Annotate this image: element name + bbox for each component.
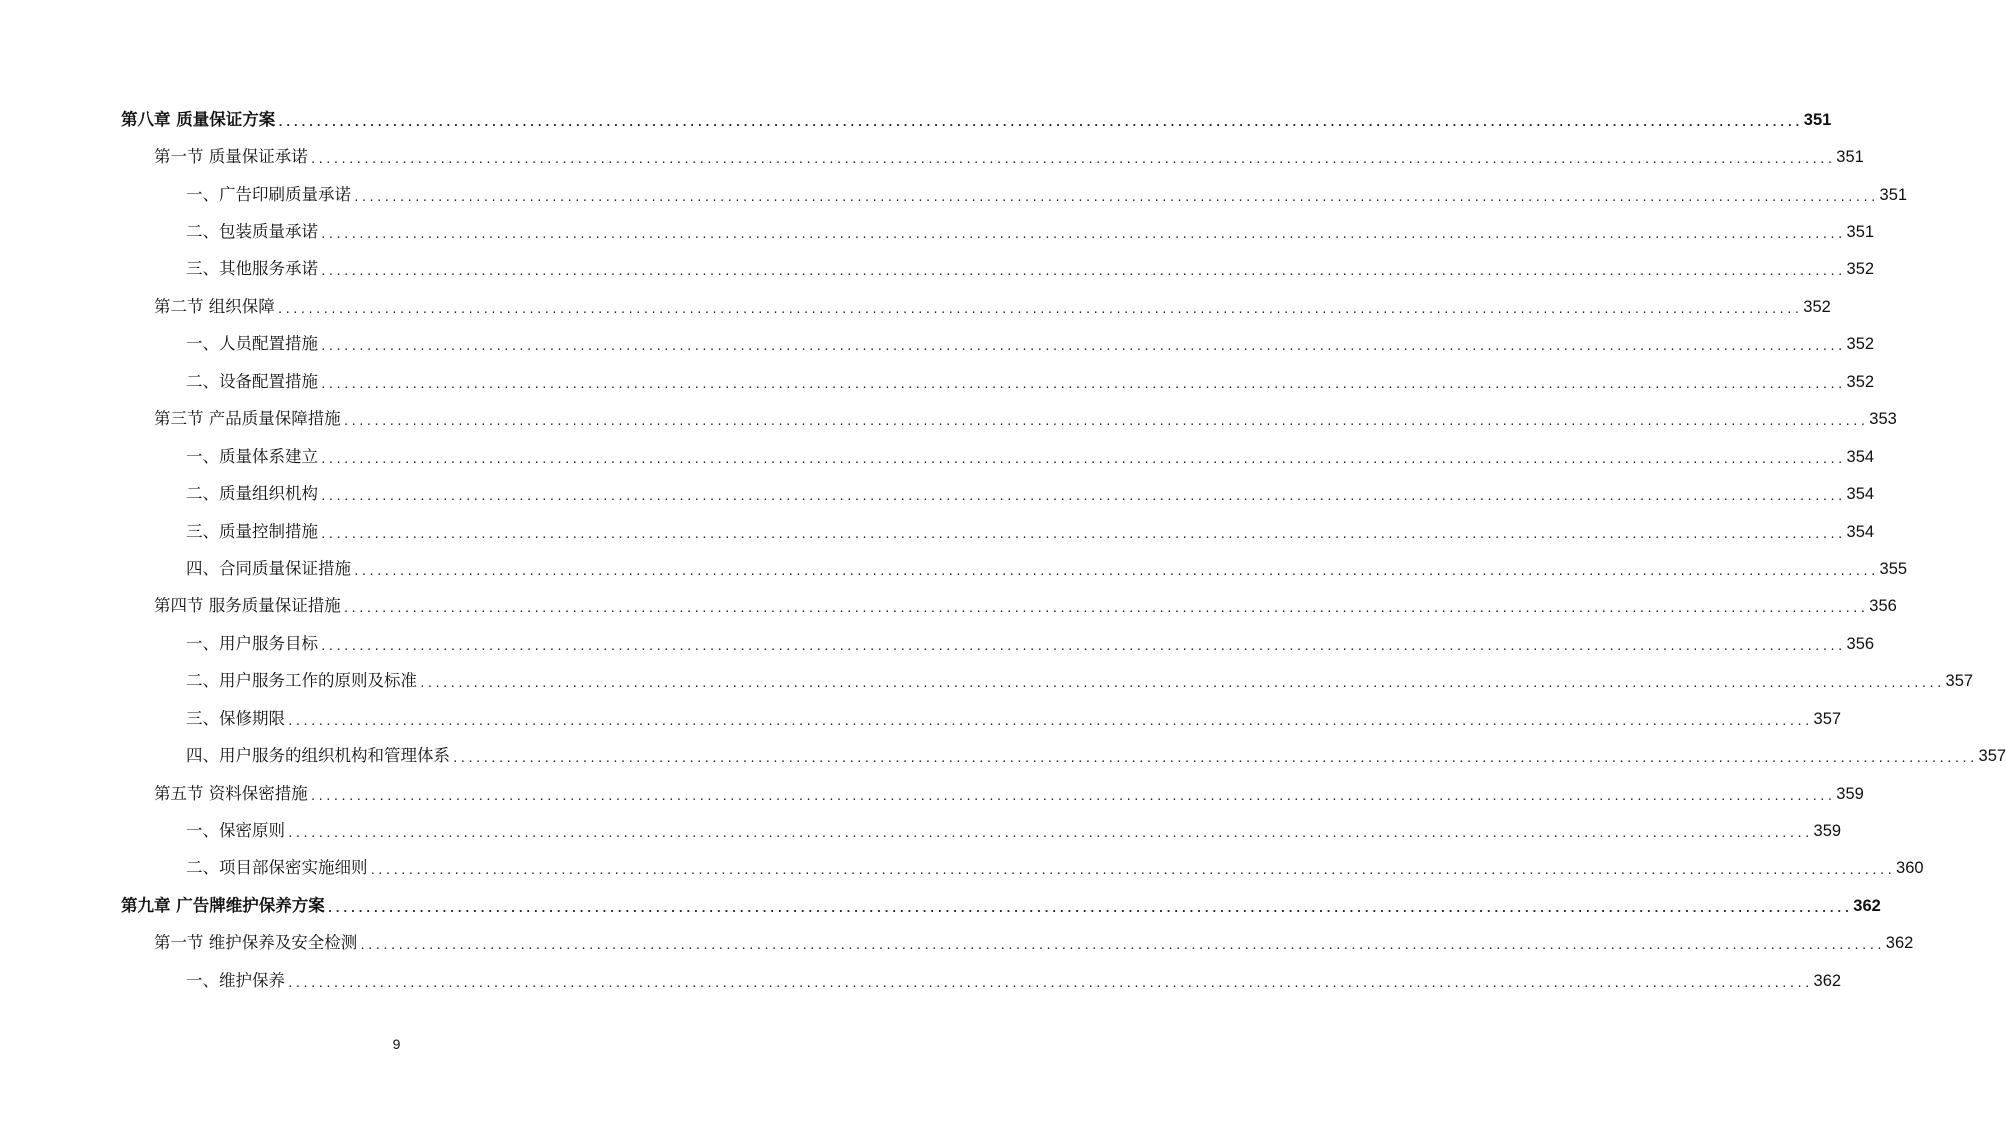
toc-subsection-entry[interactable] <box>0 213 1875 250</box>
toc-section-entry[interactable] <box>0 775 1864 812</box>
toc-subsection-entry[interactable] <box>0 513 1875 550</box>
toc-subsection-entry[interactable] <box>0 700 1842 737</box>
toc-chapter-entry[interactable] <box>0 101 1832 138</box>
toc-entry-page: 362 <box>1853 896 1881 915</box>
toc-dot-leader: ........................................................................................................................................................................................................ <box>452 752 1977 766</box>
toc-dot-leader: ........................................................................................................................................................................................................ <box>320 527 1845 541</box>
toc-section-entry[interactable] <box>0 401 1897 438</box>
toc-dot-leader: ........................................................................................................................................................................................................ <box>359 939 1884 953</box>
toc-entry-title: 第二节 组织保障 <box>154 296 275 316</box>
toc-entry-page: 357 <box>1978 747 2006 766</box>
toc-entry-page: 356 <box>1846 634 1875 653</box>
toc-subsection-entry[interactable] <box>0 737 2006 774</box>
toc-dot-leader: ........................................................................................................................................................................................................ <box>320 377 1845 391</box>
toc-section-entry[interactable] <box>0 138 1864 175</box>
toc-entry-page: 351 <box>1846 223 1875 242</box>
toc-subsection-entry[interactable] <box>0 438 1875 475</box>
toc-entry-page: 351 <box>1879 185 1908 204</box>
toc-subsection-entry[interactable] <box>0 475 1875 512</box>
toc-subsection-entry[interactable] <box>0 625 1875 662</box>
toc-entry-title: 第一节 质量保证承诺 <box>154 147 308 167</box>
toc-entry-page: 355 <box>1879 559 1908 578</box>
toc-dot-leader: ........................................................................................................................................................................................................ <box>369 864 1895 878</box>
toc-entry-page: 354 <box>1846 522 1875 541</box>
toc-entry-title: 第八章 质量保证方案 <box>121 109 276 129</box>
page-number: 9 <box>392 1036 401 1052</box>
toc-entry-page: 351 <box>1836 148 1864 167</box>
toc-entry-title: 第九章 广告牌维护保养方案 <box>121 895 325 915</box>
toc-dot-leader: ........................................................................................................................................................................................................ <box>320 228 1845 242</box>
toc-subsection-entry[interactable] <box>0 326 1875 363</box>
toc-entry-page: 352 <box>1846 335 1875 354</box>
toc-entry-title: 第一节 维护保养及安全检测 <box>154 933 358 953</box>
toc-subsection-entry[interactable] <box>0 850 1924 887</box>
toc-entry-title: 一、广告印刷质量承诺 <box>186 184 351 204</box>
toc-dot-leader: ........................................................................................................................................................................................................ <box>320 452 1845 466</box>
toc-entry-page: 351 <box>1803 110 1832 129</box>
toc-entry-page: 357 <box>1813 709 1842 728</box>
toc-entry-title: 二、设备配置措施 <box>186 371 318 391</box>
toc-dot-leader: ........................................................................................................................................................................................................ <box>309 789 1835 803</box>
toc-entry-title: 三、保修期限 <box>186 708 285 728</box>
toc-entry-page: 362 <box>1813 971 1842 990</box>
toc-dot-leader: ........................................................................................................................................................................................................ <box>320 639 1845 653</box>
toc-entry-title: 二、质量组织机构 <box>186 484 318 504</box>
toc-dot-leader: ........................................................................................................................................................................................................ <box>287 827 1812 841</box>
toc-entry-page: 359 <box>1836 784 1864 803</box>
table-of-contents <box>0 101 2006 1000</box>
toc-subsection-entry[interactable] <box>0 663 1974 700</box>
toc-entry-page: 357 <box>1945 672 1974 691</box>
toc-entry-title: 一、维护保养 <box>186 970 285 990</box>
toc-entry-title: 一、人员配置措施 <box>186 334 318 354</box>
toc-section-entry[interactable] <box>0 925 1914 962</box>
toc-subsection-entry[interactable] <box>0 812 1842 849</box>
toc-subsection-entry[interactable] <box>0 550 1908 587</box>
toc-dot-leader: ........................................................................................................................................................................................................ <box>342 415 1868 429</box>
toc-entry-title: 第三节 产品质量保障措施 <box>154 409 341 429</box>
toc-dot-leader: ........................................................................................................................................................................................................ <box>320 490 1845 504</box>
toc-entry-page: 354 <box>1846 447 1875 466</box>
toc-entry-title: 二、项目部保密实施细则 <box>186 858 368 878</box>
toc-entry-page: 352 <box>1803 297 1831 316</box>
toc-entry-page: 359 <box>1813 822 1842 841</box>
toc-dot-leader: ........................................................................................................................................................................................................ <box>276 302 1802 316</box>
toc-dot-leader: ........................................................................................................................................................................................................ <box>309 153 1835 167</box>
toc-entry-title: 第四节 服务质量保证措施 <box>154 596 341 616</box>
toc-dot-leader: ........................................................................................................................................................................................................ <box>353 190 1878 204</box>
toc-entry-page: 360 <box>1896 859 1924 878</box>
toc-entry-page: 353 <box>1869 410 1897 429</box>
toc-entry-page: 356 <box>1869 597 1897 616</box>
toc-entry-page: 354 <box>1846 485 1875 504</box>
toc-chapter-entry[interactable] <box>0 887 1881 924</box>
toc-entry-title: 四、合同质量保证措施 <box>186 558 351 578</box>
toc-entry-title: 三、质量控制措施 <box>186 521 318 541</box>
toc-entry-page: 352 <box>1846 372 1875 391</box>
toc-subsection-entry[interactable] <box>0 251 1875 288</box>
toc-entry-title: 二、包装质量承诺 <box>186 222 318 242</box>
toc-entry-title: 一、保密原则 <box>186 821 285 841</box>
toc-dot-leader: ........................................................................................................................................................................................................ <box>320 340 1845 354</box>
toc-entry-title: 二、用户服务工作的原则及标准 <box>186 671 417 691</box>
toc-dot-leader: ........................................................................................................................................................................................................ <box>277 115 1802 129</box>
toc-entry-title: 四、用户服务的组织机构和管理体系 <box>186 746 450 766</box>
toc-entry-page: 352 <box>1846 260 1875 279</box>
toc-dot-leader: ........................................................................................................................................................................................................ <box>342 602 1868 616</box>
toc-entry-title: 一、用户服务目标 <box>186 633 318 653</box>
toc-entry-page: 362 <box>1885 934 1914 953</box>
toc-section-entry[interactable] <box>0 588 1897 625</box>
toc-dot-leader: ........................................................................................................................................................................................................ <box>320 265 1845 279</box>
toc-dot-leader: ........................................................................................................................................................................................................ <box>326 901 1852 915</box>
toc-dot-leader: ........................................................................................................................................................................................................ <box>287 976 1812 990</box>
toc-subsection-entry[interactable] <box>0 176 1908 213</box>
toc-dot-leader: ........................................................................................................................................................................................................ <box>419 677 1944 691</box>
toc-dot-leader: ........................................................................................................................................................................................................ <box>287 714 1812 728</box>
toc-section-entry[interactable] <box>0 288 1831 325</box>
toc-entry-title: 三、其他服务承诺 <box>186 259 318 279</box>
toc-dot-leader: ........................................................................................................................................................................................................ <box>353 564 1878 578</box>
toc-subsection-entry[interactable] <box>0 363 1875 400</box>
toc-subsection-entry[interactable] <box>0 962 1842 999</box>
toc-entry-title: 第五节 资料保密措施 <box>154 783 308 803</box>
toc-entry-title: 一、质量体系建立 <box>186 446 318 466</box>
